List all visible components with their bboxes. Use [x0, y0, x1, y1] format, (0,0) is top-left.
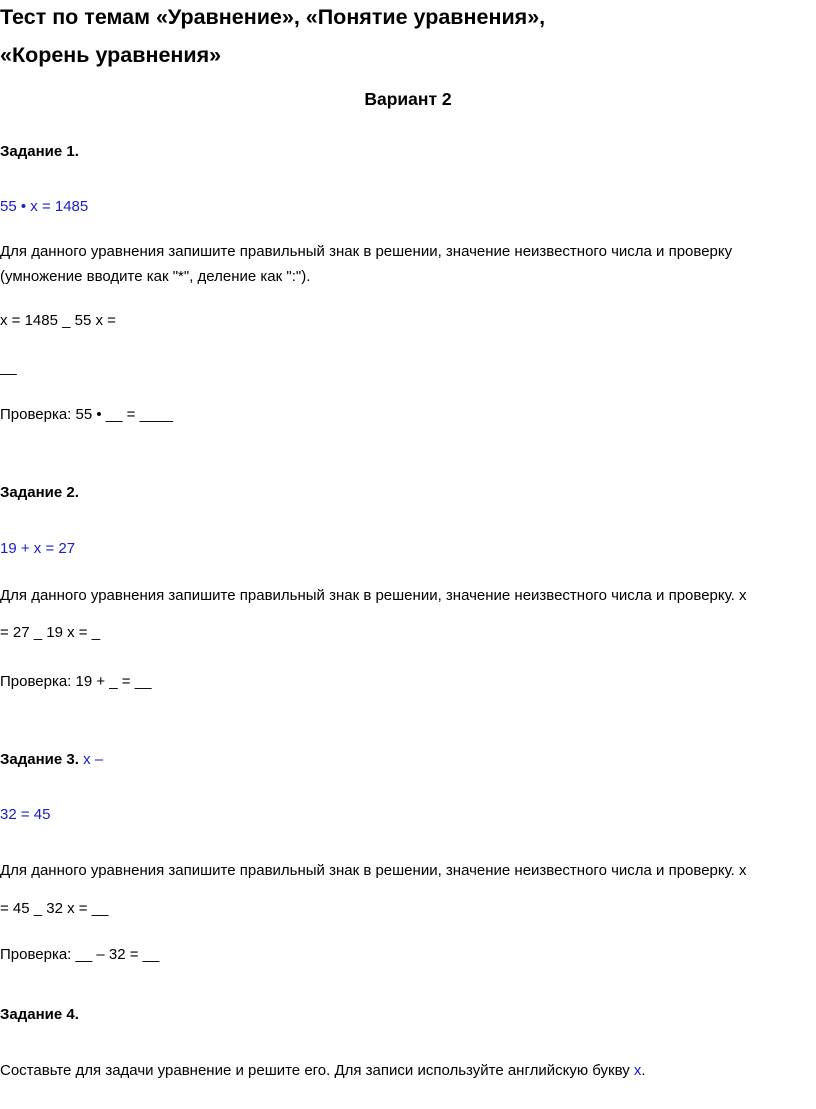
task-1-solution: x = 1485 _ 55 x = — [0, 312, 116, 329]
task-4-period: . — [641, 1062, 646, 1079]
task-1-check: Проверка: 55 • __ = ____ — [0, 406, 173, 423]
task-3-heading-row — [0, 751, 103, 768]
task-4-instruction-row — [0, 1062, 646, 1079]
page-title-line-1: Тест по темам «Уравнение», «Понятие уравнения», — [0, 5, 546, 29]
task-1-heading: Задание 1. — [0, 143, 79, 160]
task-3-equation-part-2: 32 = 45 — [0, 806, 51, 823]
task-2-instruction-line-1: Для данного уравнения запишите правильный знак в решении, значение неизвестного числа и проверку. x — [0, 587, 747, 604]
page-title-line-2: «Корень уравнения» — [0, 43, 222, 67]
task-2-check: Проверка: 19 + _ = __ — [0, 673, 152, 690]
task-3-equation-part-1: x – — [83, 751, 104, 768]
task-4-heading: Задание 4. — [0, 1006, 79, 1023]
variant-heading: Вариант 2 — [364, 89, 452, 109]
task-3-heading: Задание 3. — [0, 751, 79, 768]
task-2-heading: Задание 2. — [0, 484, 79, 501]
task-1-answer-blank: __ — [0, 359, 17, 376]
task-4-instruction: Составьте для задачи уравнение и решите его. Для записи используйте английскую букву — [0, 1062, 630, 1079]
task-2-solution: = 27 _ 19 x = _ — [0, 624, 101, 641]
task-3-solution: = 45 _ 32 x = __ — [0, 900, 109, 917]
task-1-instruction-line-1: Для данного уравнения запишите правильный знак в решении, значение неизвестного числа и проверку — [0, 243, 733, 260]
task-3-check: Проверка: __ – 32 = __ — [0, 946, 160, 963]
task-3-instruction-line-1: Для данного уравнения запишите правильный знак в решении, значение неизвестного числа и проверку. x — [0, 862, 747, 879]
task-4-letter: x — [633, 1062, 642, 1079]
task-1-instruction-line-2: (умножение вводите как "*", деление как ":"). — [0, 268, 311, 285]
task-2-equation: 19 + x = 27 — [0, 540, 76, 557]
task-1-equation: 55 • x = 1485 — [0, 198, 89, 215]
